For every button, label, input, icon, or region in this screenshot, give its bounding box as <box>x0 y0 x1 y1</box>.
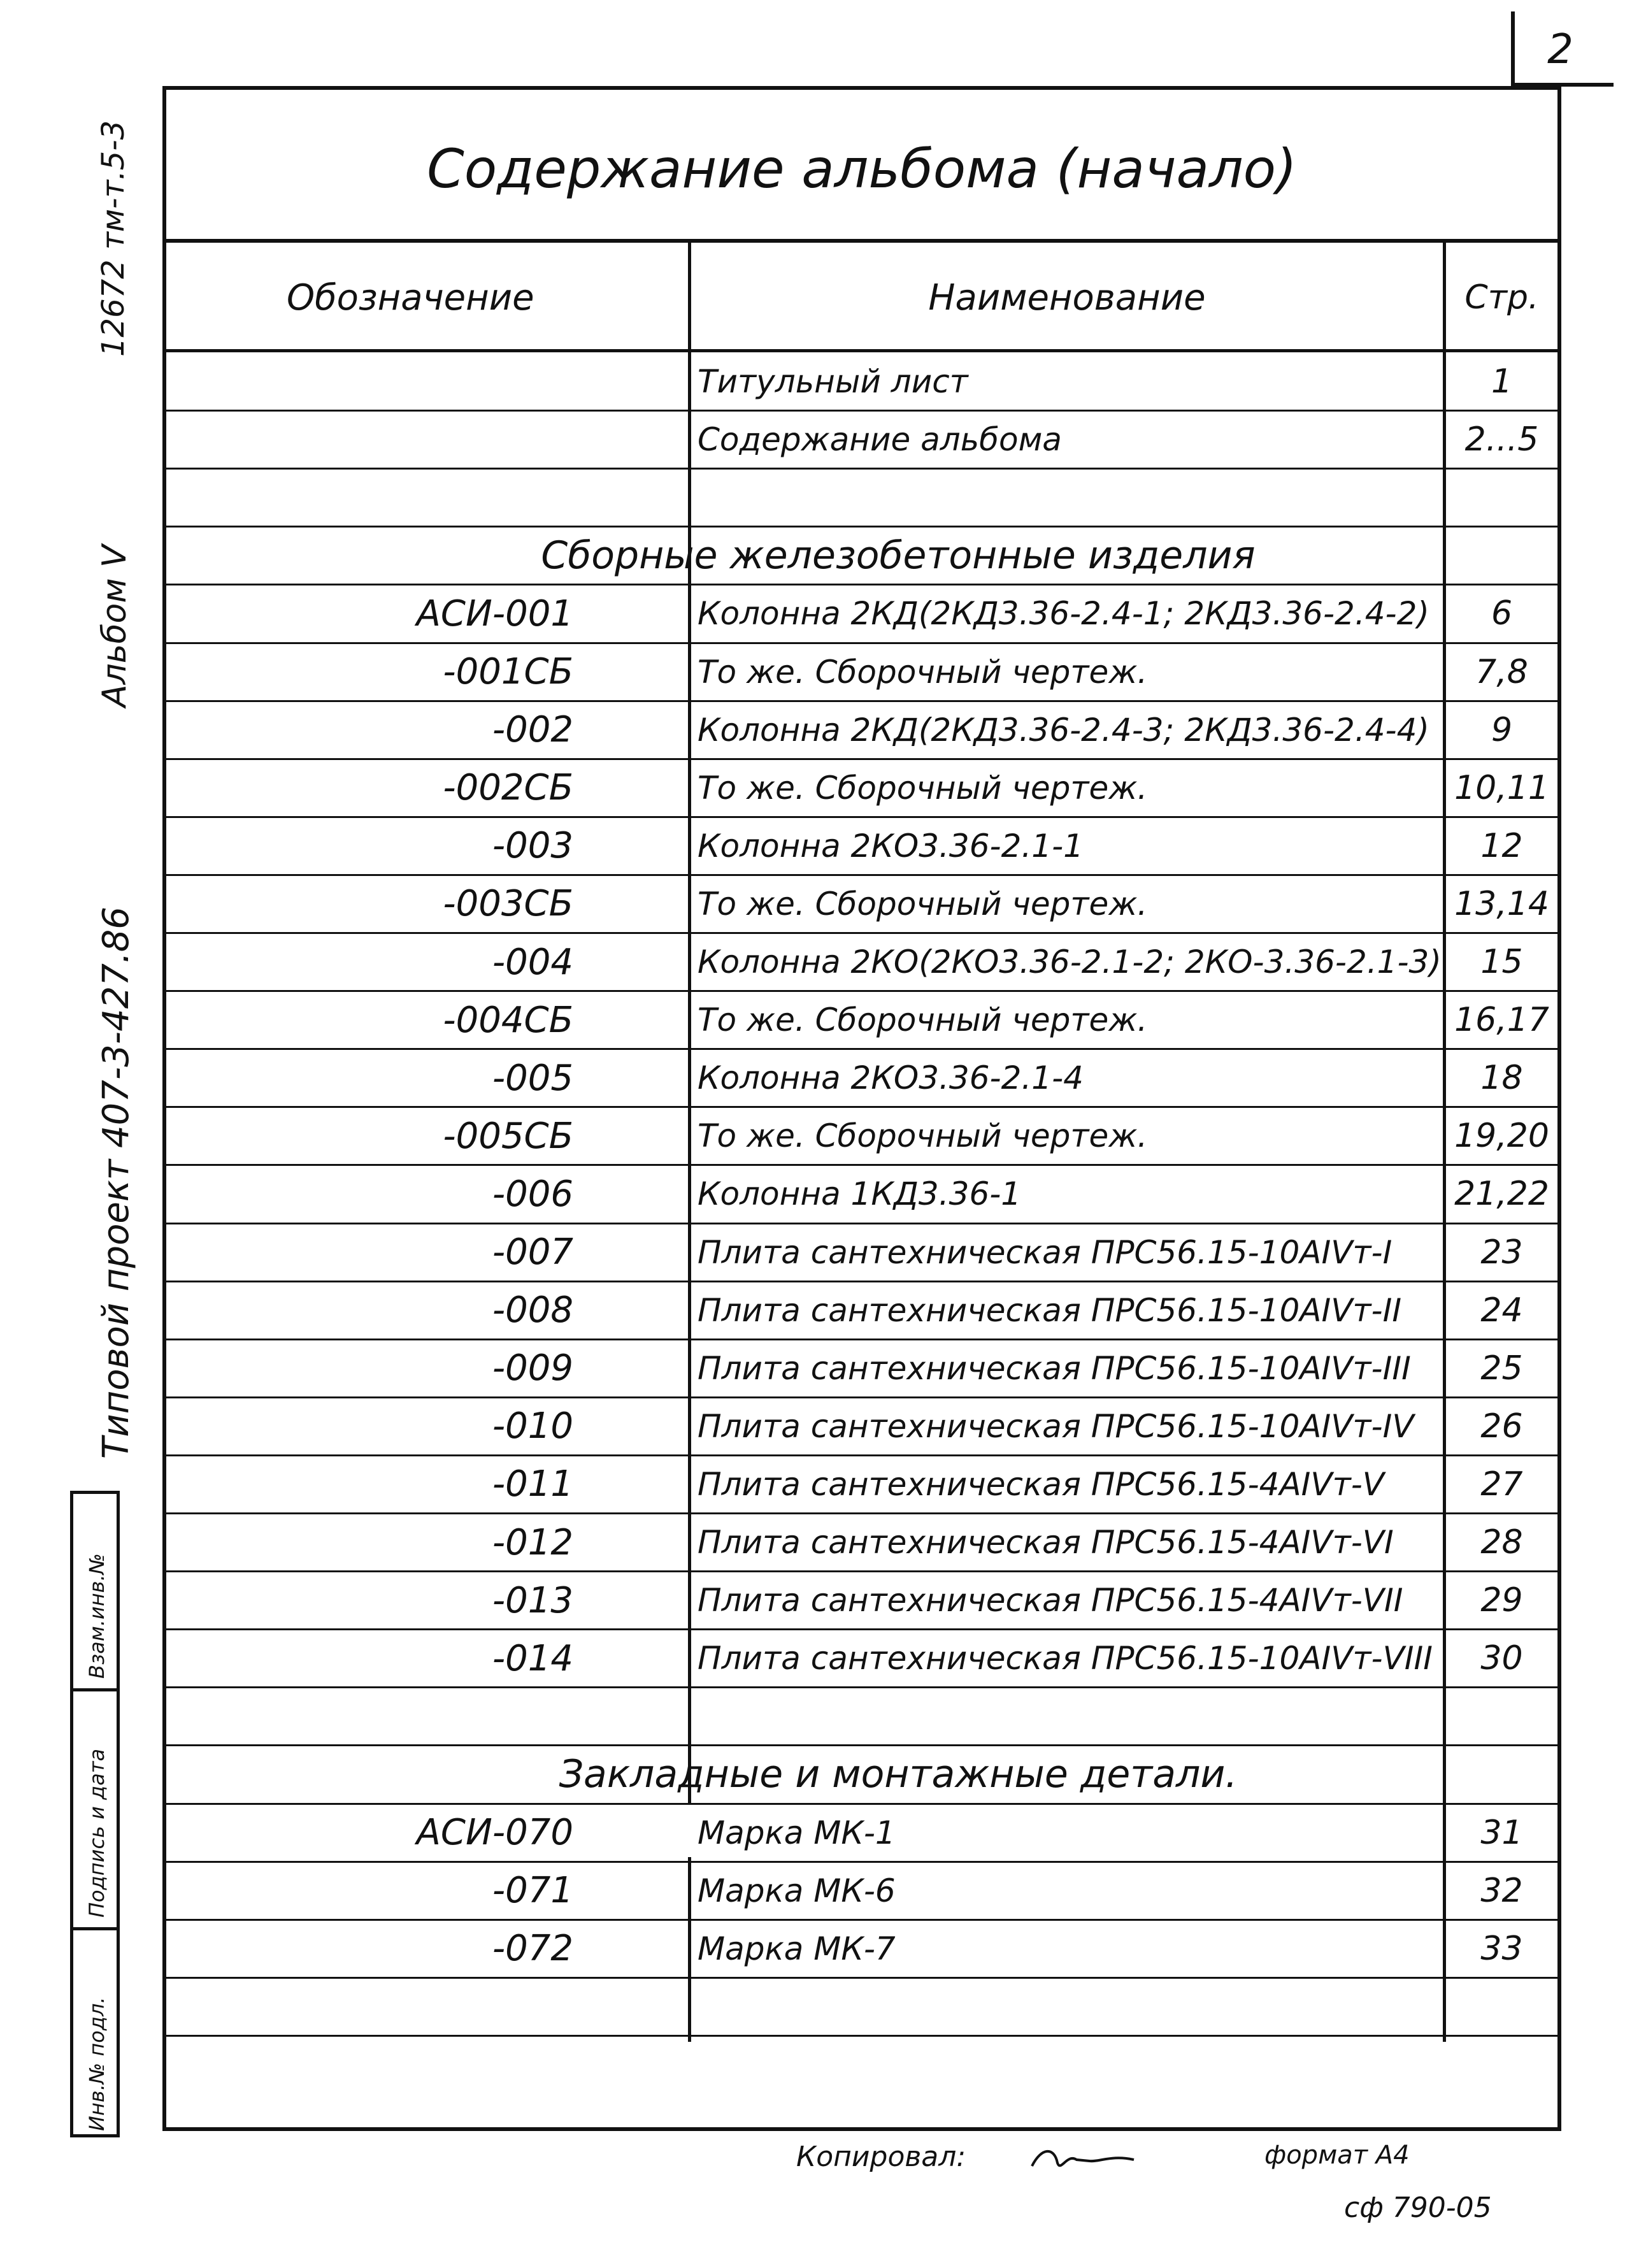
row-name: То же. Сборочный чертеж. <box>698 1001 1148 1039</box>
row-page: 2...5 <box>1464 420 1539 459</box>
row-designation <box>357 1979 573 2035</box>
row-designation: -005 <box>492 1057 573 1099</box>
row-designation: -014 <box>492 1637 573 1679</box>
project-margin: Типовой проект 407-3-427.86 <box>96 907 137 1459</box>
title-divider <box>162 239 1561 243</box>
row-designation: -012 <box>492 1521 573 1563</box>
row-name: То же. Сборочный чертеж. <box>698 885 1148 922</box>
row-name: Плита сантехническая ПРС56.15-4АIVт-VII <box>698 1582 1403 1619</box>
row-name: Колонна 1КД3.36-1 <box>698 1175 1022 1213</box>
row-designation: -005СБ <box>443 1115 573 1157</box>
page-number: 2 <box>1547 26 1573 73</box>
row-page: 1 <box>1491 362 1513 401</box>
format-label: формат А4 <box>1264 2141 1410 2170</box>
row-page: 10,11 <box>1454 768 1549 807</box>
column-header-page: Стр. <box>1464 278 1539 317</box>
row-designation: -003 <box>492 825 573 867</box>
row-page: 26 <box>1480 1407 1523 1446</box>
row-page: 33 <box>1480 1929 1523 1968</box>
row-designation <box>357 1688 573 1744</box>
row-designation: -071 <box>492 1870 573 1912</box>
row-designation: -008 <box>492 1289 573 1331</box>
row-page <box>1446 470 1557 526</box>
row-page: 16,17 <box>1454 1001 1549 1040</box>
row-name: Марка МК-6 <box>698 1872 896 1909</box>
row-name: Титульный лист <box>698 363 968 400</box>
stamp-divider <box>70 1927 120 1930</box>
row-name: Колонна 2КД(2КД3.36-2.4-1; 2КД3.36-2.4-2) <box>698 595 1429 633</box>
row-page: 28 <box>1480 1523 1523 1561</box>
row-page <box>1446 1688 1557 1744</box>
stamp-label-replace: Взам.инв.№ <box>85 1553 109 1679</box>
row-name: Плита сантехническая ПРС56.15-10АIVт-IV <box>698 1407 1414 1445</box>
row-name: Колонна 2КО3.36-2.1-1 <box>698 827 1084 865</box>
row-name: Содержание альбома <box>698 421 1062 459</box>
page-title: Содержание альбома (начало) <box>427 138 1297 200</box>
album-margin: Альбом V <box>96 545 134 707</box>
row-page: 6 <box>1491 594 1513 633</box>
row-designation: -001СБ <box>443 651 573 693</box>
stamp-label-sign-date: Подпись и дата <box>85 1748 109 1918</box>
row-page: 30 <box>1480 1639 1523 1678</box>
copied-label: Копировал: <box>796 2141 966 2173</box>
row-designation: -003СБ <box>443 883 573 925</box>
row-page: 21,22 <box>1454 1175 1549 1214</box>
stamp-divider <box>70 1688 120 1691</box>
row-page: 13,14 <box>1454 884 1549 923</box>
row-designation: -011 <box>492 1463 573 1505</box>
row-page: 24 <box>1480 1291 1523 1330</box>
row-name: Плита сантехническая ПРС56.15-4АIVт-V <box>698 1465 1384 1503</box>
row-name: Плита сантехническая ПРС56.15-10АIVт-II <box>698 1291 1402 1329</box>
row-page <box>1446 1979 1557 2035</box>
row-designation: -010 <box>492 1405 573 1447</box>
row-name: Колонна 2КО3.36-2.1-4 <box>698 1059 1084 1097</box>
row-designation: -006 <box>492 1173 573 1215</box>
row-page: 27 <box>1480 1465 1523 1504</box>
row-designation: -013 <box>492 1579 573 1621</box>
row-name: Колонна 2КД(2КД3.36-2.4-3; 2КД3.36-2.4-4) <box>698 711 1429 749</box>
row-name <box>698 1979 1436 2035</box>
row-name: То же. Сборочный чертеж. <box>698 1117 1148 1155</box>
row-name: То же. Сборочный чертеж. <box>698 653 1148 691</box>
column-divider <box>688 1857 691 2042</box>
row-designation: АСИ-001 <box>416 592 573 635</box>
row-name <box>698 1688 1436 1744</box>
row-page: 9 <box>1491 710 1513 749</box>
row-page: 19,20 <box>1454 1117 1549 1156</box>
column-header-name: Наименование <box>928 276 1206 319</box>
row-designation: -002СБ <box>443 767 573 809</box>
header-divider <box>162 349 1561 352</box>
row-designation: АСИ-070 <box>416 1812 573 1853</box>
row-designation: -007 <box>492 1231 573 1273</box>
row-page: 31 <box>1480 1813 1523 1852</box>
signature-mark <box>1029 2141 1137 2179</box>
row-name: Плита сантехническая ПРС56.15-10АIVт-III <box>698 1349 1411 1387</box>
section-heading: Сборные железобетонные изделия <box>541 533 1256 578</box>
row-page: 15 <box>1480 943 1523 981</box>
row-name: Плита сантехническая ПРС56.15-10АIVт-VIII <box>698 1640 1433 1677</box>
row-name: Колонна 2КО(2КО3.36-2.1-2; 2КО-3.36-2.1-3) <box>698 944 1442 980</box>
row-designation <box>357 470 573 526</box>
row-designation: -009 <box>492 1347 573 1389</box>
row-page: 29 <box>1480 1581 1523 1620</box>
row-designation: -072 <box>492 1928 573 1970</box>
row-designation <box>357 354 573 410</box>
row-page: 32 <box>1480 1871 1523 1910</box>
row-name: Марка МК-7 <box>698 1930 896 1967</box>
column-divider <box>688 239 691 1803</box>
document-code: сф 790-05 <box>1344 2192 1492 2224</box>
row-divider <box>162 2035 1561 2037</box>
row-page: 7,8 <box>1475 652 1528 691</box>
row-name: Плита сантехническая ПРС56.15-4АIVт-VI <box>698 1524 1394 1561</box>
row-page: 18 <box>1480 1059 1523 1098</box>
row-page: 12 <box>1480 826 1523 865</box>
project-code-margin: 12672 тм-т.5-3 <box>96 120 131 357</box>
row-designation: -004СБ <box>443 999 573 1041</box>
row-designation: -002 <box>492 709 573 751</box>
section-heading: Закладные и монтажные детали. <box>559 1752 1238 1797</box>
row-page: 25 <box>1480 1349 1523 1388</box>
row-name: Плита сантехническая ПРС56.15-10АIVт-I <box>698 1233 1392 1271</box>
stamp-label-inv: Инв.№ подл. <box>85 1997 109 2131</box>
row-page: 23 <box>1480 1233 1523 1272</box>
column-header-designation: Обозначение <box>287 276 534 319</box>
row-designation: -004 <box>492 941 573 983</box>
row-designation <box>357 412 573 468</box>
row-name <box>698 470 1436 526</box>
row-name: То же. Сборочный чертеж. <box>698 769 1148 807</box>
stamp-block <box>70 1491 120 2137</box>
row-name: Марка МК-1 <box>698 1814 896 1851</box>
